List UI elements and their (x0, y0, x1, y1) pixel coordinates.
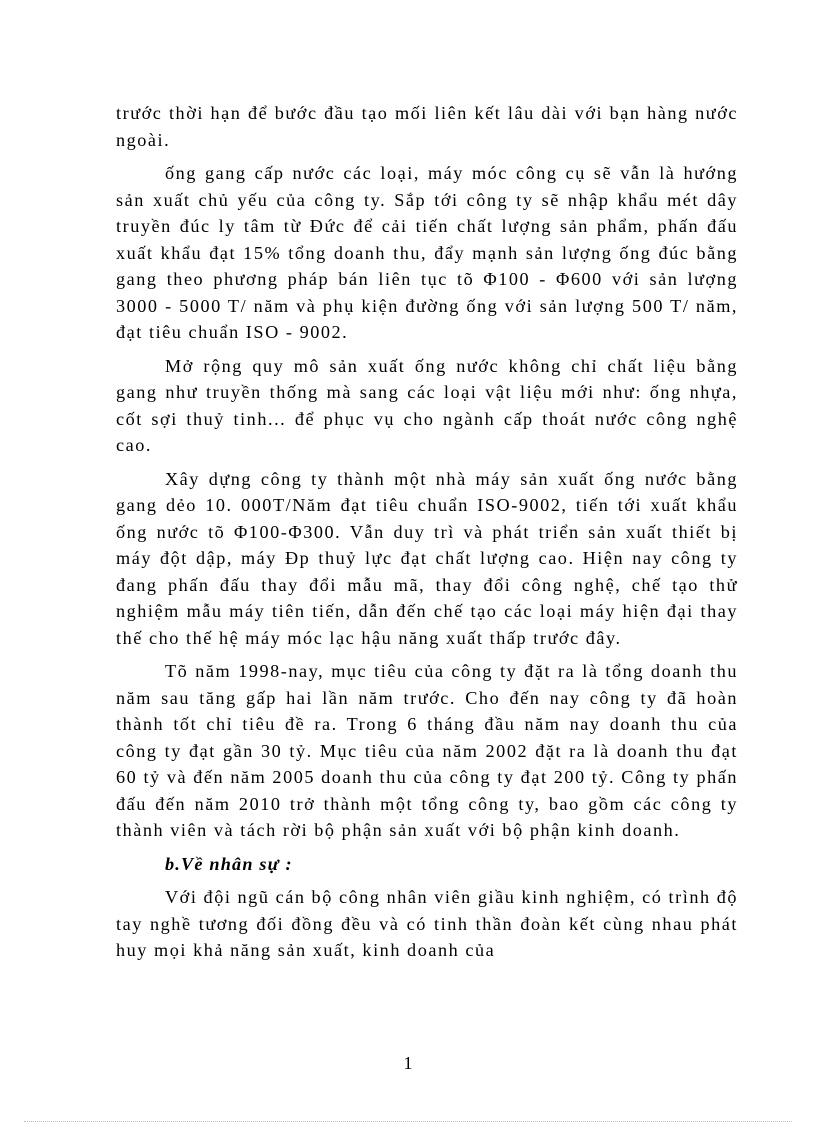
paragraph-revenue-goals: Tõ năm 1998-nay, mục tiêu của công ty đặt ra là tổng doanh thu năm sau tăng gấp hai lần năm trước. Cho đến nay công ty đã hoàn thành tốt chỉ tiêu đề ra. Trong 6 tháng đầu năm nay doanh thu của công ty đạt gần 30 tỷ. Mục tiêu của năm 2002 đặt ra là doanh thu đạt 60 tỷ và đến năm 2005 doanh thu của công ty đạt 200 tỷ. Công ty phấn đấu đến năm 2010 trở thành một tổng công ty, bao gồm các công ty thành viên và tách rời bộ phận sản xuất với bộ phận kinh doanh. (116, 661, 738, 840)
paragraph-continuation: trước thời hạn để bước đầu tạo mối liên kết lâu dài với bạn hàng nước ngoài. (116, 103, 738, 150)
document-page (116, 100, 738, 971)
section-heading-personnel: b.Về nhân sự : (165, 853, 293, 874)
footer-divider (24, 1121, 792, 1122)
paragraph-product-direction: ống gang cấp nước các loại, máy móc công cụ sẽ vẫn là hướng sản xuất chủ yếu của công ty. Sắp tới công ty sẽ nhập khẩu mét dây truyền đúc ly tâm từ Đức để cải tiến chất lượng sản phẩm, phấn đấu xuất khẩu đạt 15% tổng doanh thu, đẩy mạnh sản lượng ống đúc bằng gang theo phương pháp bán liên tục tõ Φ100 - Φ600 với sản lượng 3000 - 5000 T/ năm và phụ kiện đường ống với sản lượng 500 T/ năm, đạt tiêu chuẩn ISO - 9002. (116, 163, 738, 342)
page-number: 1 (403, 1053, 413, 1073)
paragraph-personnel: Với đội ngũ cán bộ công nhân viên giầu kinh nghiệm, có trình độ tay nghề tương đối đồng đều và có tinh thần đoàn kết cùng nhau phát huy mọi khả năng sản xuất, kinh doanh của (116, 887, 738, 960)
paragraph-development: Xây dựng công ty thành một nhà máy sản xuất ống nước bằng gang dẻo 10. 000T/Năm đạt tiêu chuẩn ISO-9002, tiến tới xuất khẩu ống nước tõ Φ100-Φ300. Vẫn duy trì và phát triển sản xuất thiết bị máy đột dập, máy Ðp thuỷ lực đạt chất lượng cao. Hiện nay công ty đang phấn đấu thay đổi mẫu mã, thay đổi công nghệ, chế tạo thử nghiệm mẫu máy tiên tiến, dẫn đến chế tạo các loại máy hiện đại thay thế cho thế hệ máy móc lạc hậu năng xuất thấp trước đây. (116, 468, 738, 648)
paragraph-expansion: Mở rộng quy mô sản xuất ống nước không chỉ chất liệu bằng gang như truyền thống mà sang các loại vật liệu mới như: ống nhựa, cốt sợi thuỷ tinh... để phục vụ cho ngành cấp thoát nước công nghệ cao. (116, 355, 738, 455)
